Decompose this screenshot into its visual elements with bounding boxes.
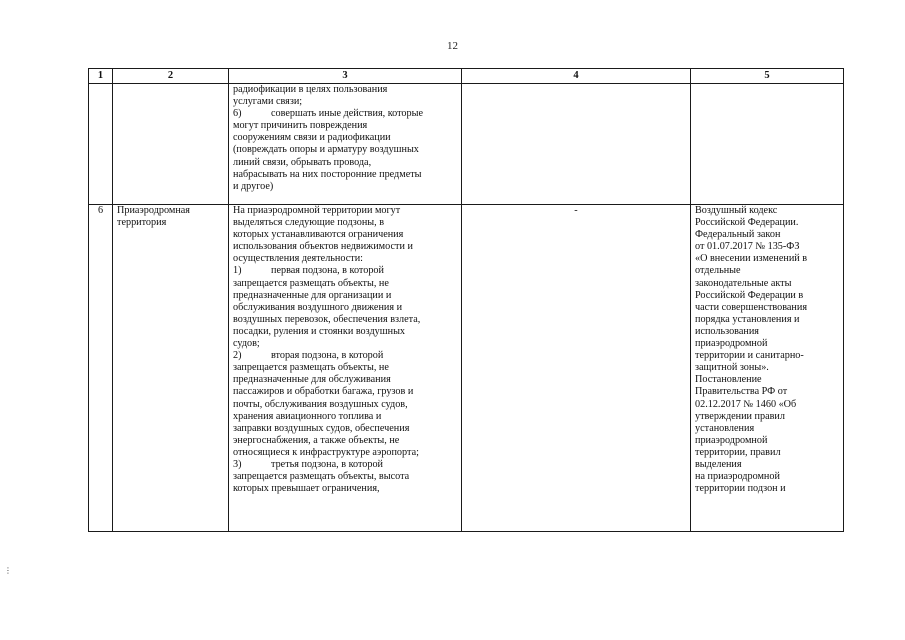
table-row (89, 84, 844, 205)
header-col-3: 3 (229, 69, 462, 84)
page-number: 12 (447, 40, 458, 52)
text-line: почты, обслуживания воздушных судов, (233, 398, 408, 410)
text-line: запрещается размещать объекты, не (233, 277, 389, 289)
list-item-2 (233, 350, 457, 362)
text-line: хранения авиационного топлива и (233, 410, 382, 422)
list-item-3 (233, 459, 457, 471)
header-col-2: 2 (113, 69, 229, 84)
text-line: законодательные акты (695, 277, 792, 289)
list-item-1 (233, 265, 457, 277)
text-line: Приаэродромная (117, 205, 190, 216)
text-line: части совершенствования (695, 301, 808, 313)
text-line: Федеральный закон (695, 229, 781, 241)
text-line: 02.12.2017 № 1460 «Об (695, 398, 797, 410)
row1-number-cell (89, 84, 113, 205)
document-table (88, 68, 844, 532)
text-line: воздушных перевозок, обеспечения взлета, (233, 313, 421, 325)
text-line: порядка установления и (695, 313, 800, 325)
header-col-4: 4 (462, 69, 691, 84)
text-line: пассажиров и обработки багажа, грузов и (233, 386, 414, 398)
text-line: относящиеся к инфраструктуре аэропорта; (233, 446, 419, 458)
text-line: энергоснабжения, а также объекты, не (233, 434, 400, 446)
text-line: Российской Федерации. (695, 217, 799, 229)
text-line: линий связи, обрывать провода, (233, 156, 372, 168)
text-line: от 01.07.2017 № 135-ФЗ (695, 241, 800, 253)
row1-name-cell (113, 84, 229, 205)
text-line: использования (695, 325, 759, 337)
text-line: могут причинить повреждения (233, 120, 368, 132)
text-line: обслуживания воздушного движения и (233, 301, 403, 313)
row1-legal-basis-cell (691, 84, 844, 205)
text-line: установления (695, 422, 755, 434)
text-line: заправки воздушных судов, обеспечения (233, 422, 410, 434)
row2-number-cell: 6 (89, 205, 113, 532)
text-line: приаэродромной (695, 338, 768, 350)
text-line: и другое) (233, 180, 274, 192)
row1-restrictions-cell (229, 84, 462, 205)
margin-mark: ⋮ (4, 566, 12, 575)
row2-restrictions-cell (229, 205, 462, 532)
text-line: «О внесении изменений в (695, 253, 808, 265)
text-line: запрещается размещать объекты, не (233, 362, 389, 374)
text-line: набрасывать на них посторонние предметы (233, 168, 422, 180)
row1-col4-cell (462, 84, 691, 205)
list-item-first-line: третья подзона, в которой (271, 458, 384, 470)
text-line: сооружениям связи и радиофикации (233, 132, 391, 144)
row2-legal-basis-cell (691, 205, 844, 532)
list-item-first-line: вторая подзона, в которой (271, 350, 384, 362)
list-item-number: 3) (233, 458, 242, 470)
text-line: Воздушный кодекс (695, 205, 778, 216)
list-item-first-line: первая подзона, в которой (271, 265, 384, 277)
list-item-number: 2) (233, 350, 242, 362)
row2-col4-cell: - (462, 205, 691, 532)
text-line: использования объектов недвижимости и (233, 241, 413, 253)
text-line: территории и санитарно- (695, 350, 804, 362)
table-header-row (89, 69, 844, 84)
text-line: радиофикации в целях пользования (233, 84, 388, 95)
text-line: приаэродромной (695, 434, 768, 446)
header-col-1: 1 (89, 69, 113, 84)
text-line: На приаэродромной территории могут (233, 205, 401, 216)
list-item-number: 6) (233, 108, 242, 120)
text-line: предназначенные для организации и (233, 289, 392, 301)
text-line: услугами связи; (233, 96, 303, 108)
text-line: Правительства РФ от (695, 386, 788, 398)
text-line: защитной зоны». (695, 362, 769, 374)
row2-name-cell (113, 205, 229, 532)
text-line: запрещается размещать объекты, высота (233, 471, 410, 483)
text-line: отдельные (695, 265, 741, 277)
text-line: выделения (695, 458, 742, 470)
text-line: утверждении правил (695, 410, 785, 422)
list-item-6 (233, 108, 457, 120)
text-line: посадки, руления и стоянки воздушных (233, 325, 406, 337)
text-line: территории подзон и (695, 483, 786, 495)
text-line: Российской Федерации в (695, 289, 804, 301)
text-line: которых превышает ограничения, (233, 483, 380, 495)
text-line: Постановление (695, 374, 762, 386)
text-line: территория (117, 217, 167, 229)
table-row (89, 205, 844, 532)
text-line: судов; (233, 338, 260, 350)
list-item-first-line: совершать иные действия, которые (271, 108, 423, 120)
text-line: осуществления деятельности: (233, 253, 363, 265)
header-col-5: 5 (691, 69, 844, 84)
text-line: территории, правил (695, 446, 781, 458)
text-line: выделяться следующие подзоны, в (233, 217, 385, 229)
text-line: на приаэродромной (695, 471, 780, 483)
text-line: предназначенные для обслуживания (233, 374, 391, 386)
text-line: которых устанавливаются ограничения (233, 229, 404, 241)
text-line: (повреждать опоры и арматуру воздушных (233, 144, 419, 156)
list-item-number: 1) (233, 265, 242, 277)
